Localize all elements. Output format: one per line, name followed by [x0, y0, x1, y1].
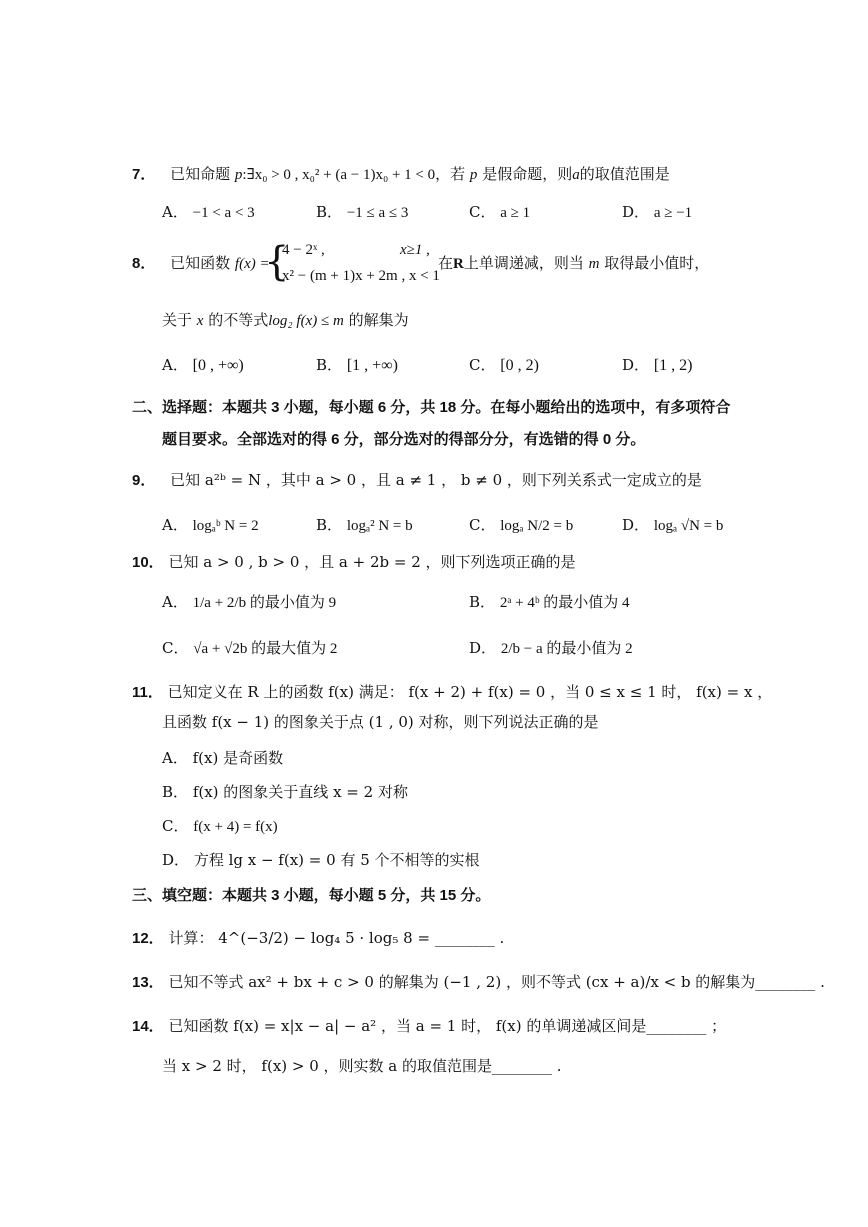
q9-opt-b-value: logₐ² N = b — [346, 518, 413, 534]
q10-stem — [132, 552, 576, 573]
section2-text1: 二、选择题：本题共 3 小题，每小题 6 分，共 18 分。在每小题给出的选项中，有多项符合 — [132, 399, 731, 416]
q8-case2-expr: x² − (m + 1)x + 2m , x < 1 — [282, 268, 440, 284]
q7-opt-c-value: a ≥ 1 — [500, 205, 531, 221]
q7-opt-a-value: −1 < a < 3 — [192, 205, 255, 221]
q9-option-b — [316, 515, 413, 536]
q11-option-a — [162, 748, 283, 768]
q8-math-f: f(x) = — [234, 256, 270, 272]
q8-number: 8． — [132, 255, 156, 272]
q11-opt-d-label: D． — [162, 851, 190, 869]
q7-math-a: a — [572, 167, 580, 183]
q9-opt-d-value: logₐ √N = b — [653, 518, 724, 534]
section3-line1 — [132, 886, 490, 906]
q8-option-d — [622, 355, 692, 376]
q12-stem — [132, 928, 504, 949]
q8-case1-expr: 4 − 2ˣ , — [282, 242, 325, 258]
q8-case1-cond — [400, 240, 430, 260]
q7-text-c: 是假命题，则 — [482, 165, 573, 183]
q10-option-d — [469, 638, 633, 659]
q10-opt-a-value: 1/a + 2/b 的最小值为 9 — [192, 595, 337, 611]
q7-text-b: ，若 — [435, 165, 466, 183]
q8-opt-b-value: [1 , +∞) — [346, 357, 398, 374]
q13-text: 已知不等式 ax² + bx + c > 0 的解集为 (−1 , 2) ，则不等式 (cx + a)/x < b 的解集为________ . — [168, 973, 825, 991]
q7-text-a: 已知命题 — [170, 165, 231, 183]
q14-line2 — [162, 1056, 562, 1076]
q8-line2-b: 的不等式 — [208, 311, 269, 329]
q11-number: 11． — [132, 684, 163, 701]
q10-opt-a-label: A． — [162, 593, 188, 611]
q10-opt-b-label: B． — [469, 593, 496, 611]
q8-opt-a-value: [0 , +∞) — [192, 357, 244, 374]
q7-stem — [132, 164, 670, 185]
q9-opt-a-value: logₐᵇ N = 2 — [192, 518, 259, 534]
q11-opt-b-value: f(x) 的图象关于直线 x = 2 对称 — [192, 783, 408, 801]
q11-opt-d-value: 方程 lg x − f(x) = 0 有 5 个不相等的实根 — [193, 851, 480, 869]
q8-line2-a: 关于 — [162, 311, 193, 329]
section2-text2: 题目要求。全部选对的得 6 分，部分选对的得部分分，有选错的得 0 分。 — [162, 431, 646, 448]
q10-number: 10． — [132, 554, 164, 571]
q9-number: 9． — [132, 472, 156, 489]
q9-option-a — [162, 515, 259, 536]
q8-case2 — [282, 266, 440, 286]
q8-option-c — [469, 355, 539, 376]
q8-brace: { — [264, 239, 290, 285]
q10-opt-c-value: √a + √2b 的最大值为 2 — [193, 641, 338, 657]
q8-opt-b-label: B． — [316, 356, 343, 374]
q8-stem-rest — [438, 253, 709, 274]
q10-option-a — [162, 592, 336, 613]
q8-math-x: x — [196, 313, 204, 329]
q14-number: 14． — [132, 1018, 164, 1035]
q8-line2-c: 的解集为 — [348, 311, 409, 329]
q11-opt-c-value: f(x + 4) = f(x) — [193, 819, 278, 835]
q8-opt-a-label: A． — [162, 356, 188, 374]
q8-option-a — [162, 355, 244, 376]
q7-option-d — [622, 202, 692, 223]
q11-opt-a-value: f(x) 是奇函数 — [192, 749, 284, 767]
q9-option-c — [469, 515, 573, 536]
q10-opt-c-label: C． — [162, 639, 189, 657]
q11-option-c — [162, 816, 278, 837]
q10-opt-d-value: 2/b − a 的最小值为 2 — [500, 641, 633, 657]
q10-text: 已知 a > 0 , b > 0 ，且 a + 2b = 2 ，则下列选项正确的是 — [168, 553, 576, 571]
q14-text2: 当 x > 2 时， f(x) > 0 ，则实数 a 的取值范围是________ . — [162, 1057, 562, 1075]
q8-opt-d-label: D． — [622, 356, 650, 374]
q10-option-b — [469, 592, 630, 613]
q7-number: 7． — [132, 166, 156, 183]
q14-text1: 已知函数 f(x) = x|x − a| − a² ，当 a = 1 时， f(x) 的单调递减区间是________ ； — [168, 1017, 727, 1035]
q13-stem — [132, 972, 825, 993]
q11-text1: 已知定义在 R 上的函数 f(x) 满足： f(x + 2) + f(x) = 0 ，当 0 ≤ x ≤ 1 时， f(x) = x ， — [167, 683, 773, 701]
q8-opt-c-value: [0 , 2) — [500, 357, 539, 374]
q11-text2: 且函数 f(x − 1) 的图象关于点 (1 , 0) 对称，则下列说法正确的是 — [162, 713, 599, 731]
q7-opt-b-label: B． — [316, 203, 343, 221]
section3-text1: 三、填空题：本题共 3 小题，每小题 5 分，共 15 分。 — [132, 887, 491, 904]
q8-case1 — [282, 240, 325, 260]
q12-text: 计算： 4^(−3/2) − log₄ 5 · log₅ 8 = ________ . — [168, 929, 505, 947]
q7-option-c — [469, 202, 530, 223]
q9-text: 已知 a²ᵇ = N ，其中 a > 0 ，且 a ≠ 1 ， b ≠ 0 ，则下列关系式一定成立的是 — [170, 471, 702, 489]
q9-option-d — [622, 515, 723, 536]
q8-text-c: 上单调递减，则当 — [463, 254, 584, 272]
q8-line2 — [162, 310, 409, 331]
q7-opt-b-value: −1 ≤ a ≤ 3 — [346, 205, 409, 221]
q7-text-d: 的取值范围是 — [579, 165, 670, 183]
q9-opt-c-label: C． — [469, 516, 496, 534]
q11-opt-b-label: B． — [162, 783, 189, 801]
q10-opt-d-label: D． — [469, 639, 497, 657]
q7-opt-d-value: a ≥ −1 — [653, 205, 693, 221]
q7-option-a — [162, 202, 255, 223]
q8-option-b — [316, 355, 398, 376]
q11-opt-c-label: C． — [162, 817, 189, 835]
q9-opt-a-label: A． — [162, 516, 188, 534]
q7-opt-a-label: A． — [162, 203, 188, 221]
q8-text-b: 在 — [438, 254, 454, 272]
q8-text-a: 已知函数 — [170, 254, 231, 272]
q7-option-b — [316, 202, 408, 223]
q12-number: 12． — [132, 930, 164, 947]
q9-stem — [132, 470, 702, 491]
q7-math-cond: :∃x₀ > 0 , x₀² + (a − 1)x₀ + 1 < 0 — [242, 167, 436, 183]
q8-bold-r: R — [453, 256, 464, 272]
q13-number: 13． — [132, 974, 164, 991]
section2-line2 — [162, 430, 645, 450]
section2-line1 — [132, 398, 730, 418]
q8-text-d: 取得最小值时， — [604, 254, 710, 272]
q7-math-p: p — [234, 167, 243, 183]
q7-opt-d-label: D． — [622, 203, 650, 221]
q11-opt-a-label: A． — [162, 749, 188, 767]
q8-line2-math: log₂ f(x) ≤ m — [268, 313, 344, 329]
q8-case1-cond-text: x≥1 , — [400, 242, 430, 258]
q8-math-m: m — [588, 256, 600, 272]
q14-line1 — [132, 1016, 726, 1037]
q8-opt-c-label: C． — [469, 356, 496, 374]
q9-opt-b-label: B． — [316, 516, 343, 534]
q11-option-d — [162, 850, 480, 870]
q11-line2 — [162, 712, 599, 732]
q9-opt-c-value: logₐ N/2 = b — [500, 518, 574, 534]
q8-opt-d-value: [1 , 2) — [653, 357, 693, 374]
q10-opt-b-value: 2ᵃ + 4ᵇ 的最小值为 4 — [499, 595, 630, 611]
q9-opt-d-label: D． — [622, 516, 650, 534]
q8-number-line — [132, 253, 270, 274]
q7-opt-c-label: C． — [469, 203, 496, 221]
q11-option-b — [162, 782, 408, 802]
q11-line1 — [132, 682, 772, 703]
q7-math-p2: p — [469, 167, 478, 183]
q10-option-c — [162, 638, 337, 659]
